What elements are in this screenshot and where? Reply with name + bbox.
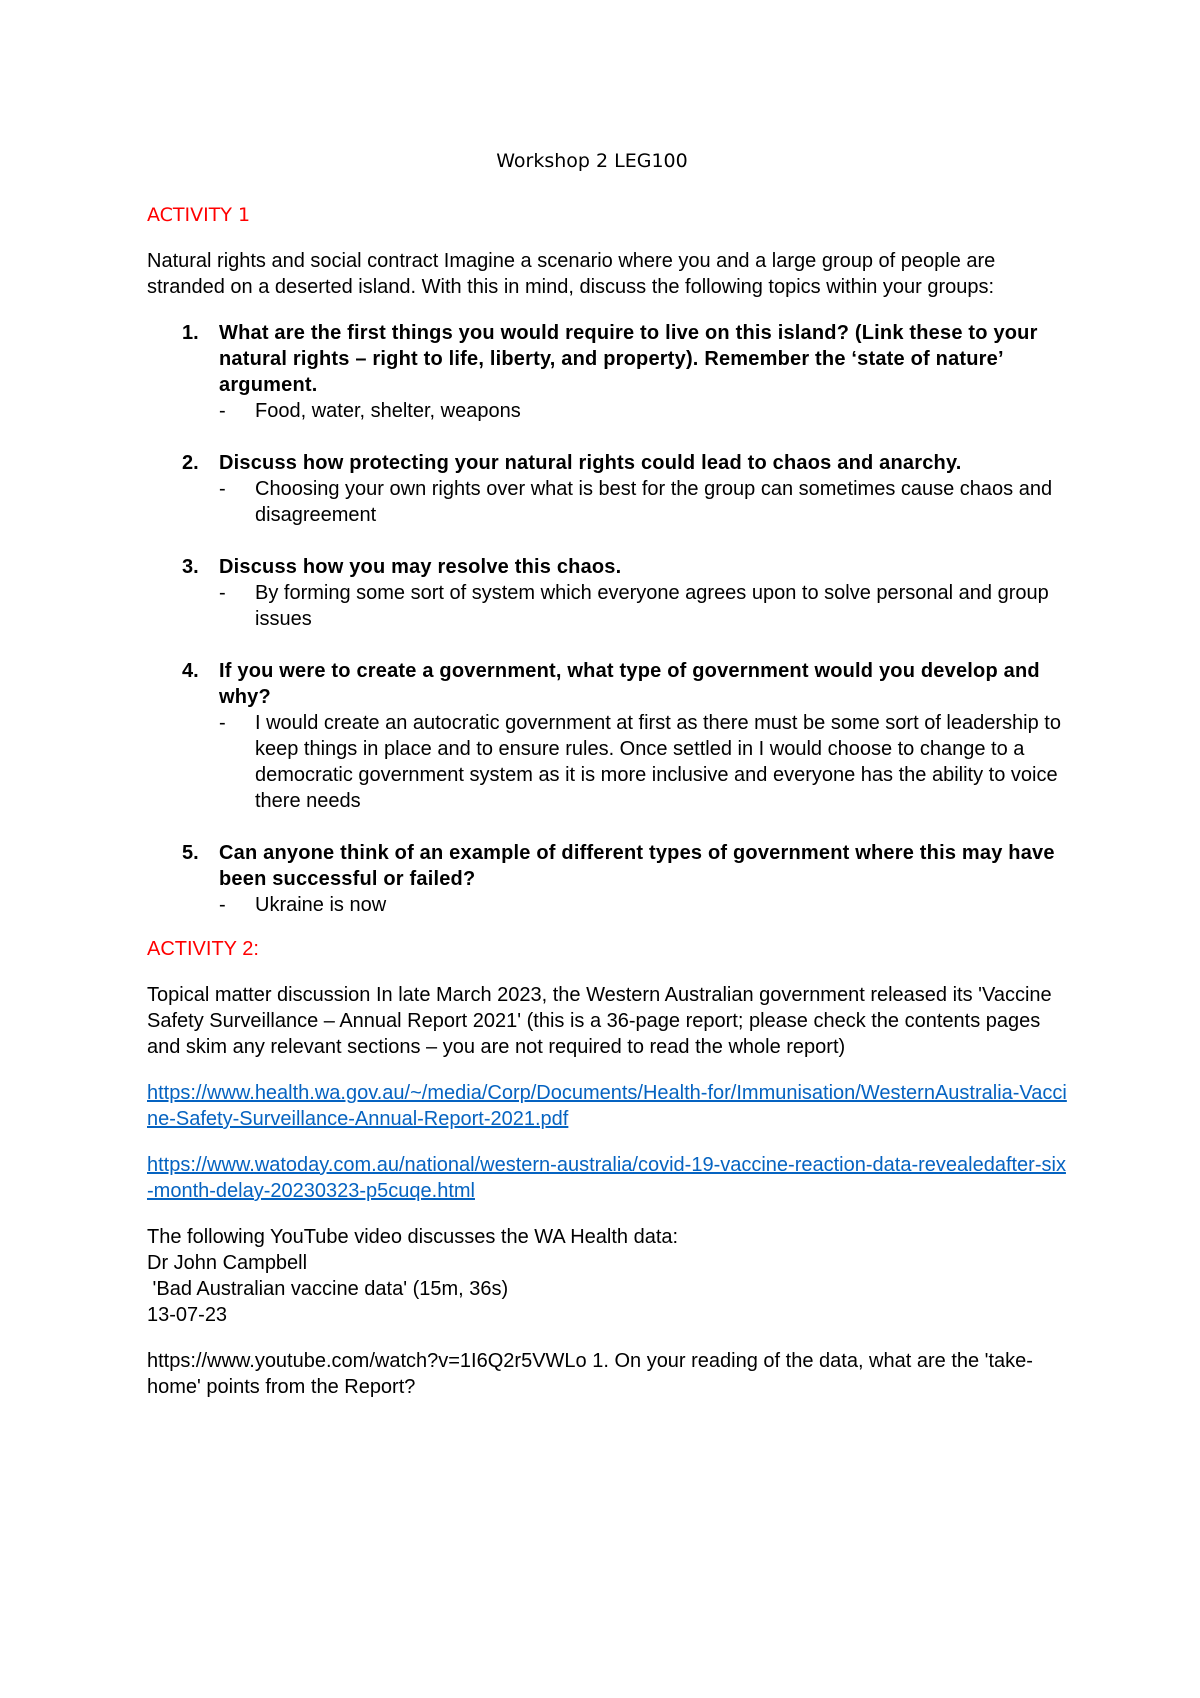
question-number: 4. — [182, 660, 199, 682]
document-page — [147, 148, 1067, 1420]
dash-bullet: - — [219, 894, 226, 916]
question-list — [147, 320, 1067, 918]
question-text: Can anyone think of an example of different types of government where this may have been successful or failed? — [219, 842, 1055, 890]
question-text: Discuss how you may resolve this chaos. — [219, 556, 622, 578]
health-report-link[interactable]: https://www.health.wa.gov.au/~/media/Corp/Documents/Health-for/Immunisation/WesternAustralia-Vaccine-Safety-Surveillance-Annual-Report-2021.pdf — [147, 1082, 1067, 1130]
question-item-5 — [147, 840, 1067, 918]
answer-item — [219, 398, 1067, 424]
answer-item — [219, 710, 1067, 814]
answer-item — [219, 476, 1067, 528]
closing-question: https://www.youtube.com/watch?v=1I6Q2r5VWLo 1. On your reading of the data, what are the 'take-home' points from the Report? — [147, 1350, 1033, 1398]
question-item-4 — [147, 658, 1067, 814]
document-title: Workshop 2 LEG100 — [496, 150, 688, 172]
question-item-3 — [147, 554, 1067, 632]
answer-text: I would create an autocratic government at first as there must be some sort of leadership to keep things in place and to ensure rules. Once settled in I would choose to change to a democratic government system as it is more inclusive and everyone has the ability to voice there needs — [255, 712, 1061, 812]
dash-bullet: - — [219, 400, 226, 422]
video-info — [147, 1224, 1067, 1328]
video-date: 13-07-23 — [147, 1304, 228, 1326]
answer-item — [219, 892, 1067, 918]
question-text: Discuss how protecting your natural rights could lead to chaos and anarchy. — [219, 452, 962, 474]
question-item-2 — [147, 450, 1067, 528]
activity-2-heading: ACTIVITY 2: — [147, 938, 259, 960]
answer-text: Food, water, shelter, weapons — [255, 400, 521, 422]
answer-text: Ukraine is now — [255, 894, 387, 916]
answer-item — [219, 580, 1067, 632]
answer-text: Choosing your own rights over what is best for the group can sometimes cause chaos and disagreement — [255, 478, 1053, 526]
answer-text: By forming some sort of system which everyone agrees upon to solve personal and group issues — [255, 582, 1049, 630]
question-item-1 — [147, 320, 1067, 424]
question-number: 5. — [182, 842, 199, 864]
question-text: What are the first things you would require to live on this island? (Link these to your natural rights – right to life, liberty, and property). Remember the ‘state of nature’ argument. — [219, 322, 1038, 396]
activity-1-intro: Natural rights and social contract Imagine a scenario where you and a large group of people are stranded on a deserted island. With this in mind, discuss the following topics within your groups: — [147, 250, 996, 298]
dash-bullet: - — [219, 712, 226, 734]
question-number: 1. — [182, 322, 199, 344]
watoday-article-link[interactable]: https://www.watoday.com.au/national/western-australia/covid-19-vaccine-reaction-data-revealedafter-six-month-delay-20230323-p5cuqe.html — [147, 1154, 1066, 1202]
activity-1-heading: ACTIVITY 1 — [147, 204, 251, 226]
question-number: 3. — [182, 556, 199, 578]
activity-2-intro: Topical matter discussion In late March 2023, the Western Australian government released its 'Vaccine Safety Surveillance – Annual Report 2021' (this is a 36-page report; please check the contents pages and skim any relevant sections – you are not required to read the whole report) — [147, 984, 1052, 1058]
question-number: 2. — [182, 452, 199, 474]
video-title: 'Bad Australian vaccine data' (15m, 36s) — [147, 1278, 509, 1300]
dash-bullet: - — [219, 582, 226, 604]
dash-bullet: - — [219, 478, 226, 500]
question-text: If you were to create a government, what type of government would you develop and why? — [219, 660, 1040, 708]
video-author: Dr John Campbell — [147, 1252, 308, 1274]
video-intro: The following YouTube video discusses the WA Health data: — [147, 1226, 679, 1248]
